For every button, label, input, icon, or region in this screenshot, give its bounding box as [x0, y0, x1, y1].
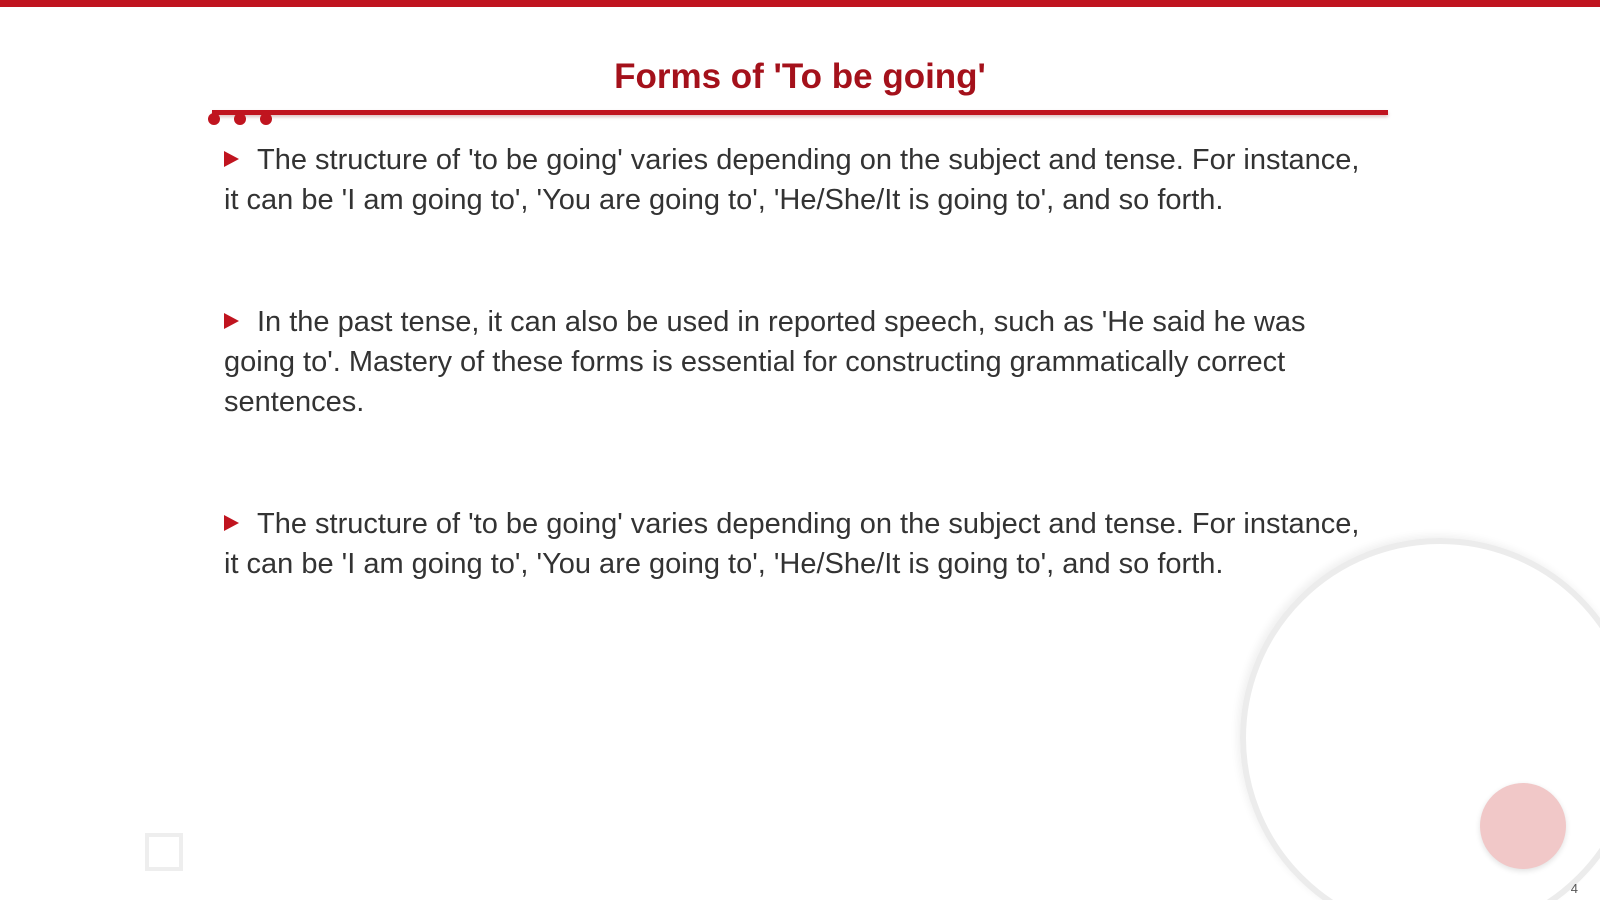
decorative-dot — [208, 113, 220, 125]
decorative-dot — [260, 113, 272, 125]
decorative-dot — [234, 113, 246, 125]
top-accent-bar — [0, 0, 1600, 7]
decorative-square — [145, 833, 183, 871]
bullet-text: The structure of 'to be going' varies depending on the subject and tense. For instance, it can be 'I am going to', 'You are going to', 'He/She/It is going to', and so forth. — [224, 144, 1360, 216]
bullet-text: The structure of 'to be going' varies depending on the subject and tense. For instance, it can be 'I am going to', 'You are going to', 'He/She/It is going to', and so forth. — [224, 508, 1360, 580]
bullet-item — [224, 140, 1364, 220]
triangle-right-icon — [224, 515, 239, 531]
bullet-item — [224, 302, 1364, 422]
bullet-item — [224, 504, 1364, 584]
decorative-pink-circle — [1480, 783, 1566, 869]
bullet-list — [224, 140, 1364, 666]
page-number: 4 — [1570, 881, 1578, 896]
bullet-text: In the past tense, it can also be used in reported speech, such as 'He said he was going to'. Mastery of these forms is essential for constructing grammatically correct sentences. — [224, 306, 1306, 418]
triangle-right-icon — [224, 151, 239, 167]
slide-title: Forms of 'To be going' — [614, 57, 986, 96]
title-underline — [212, 110, 1388, 115]
triangle-right-icon — [224, 313, 239, 329]
